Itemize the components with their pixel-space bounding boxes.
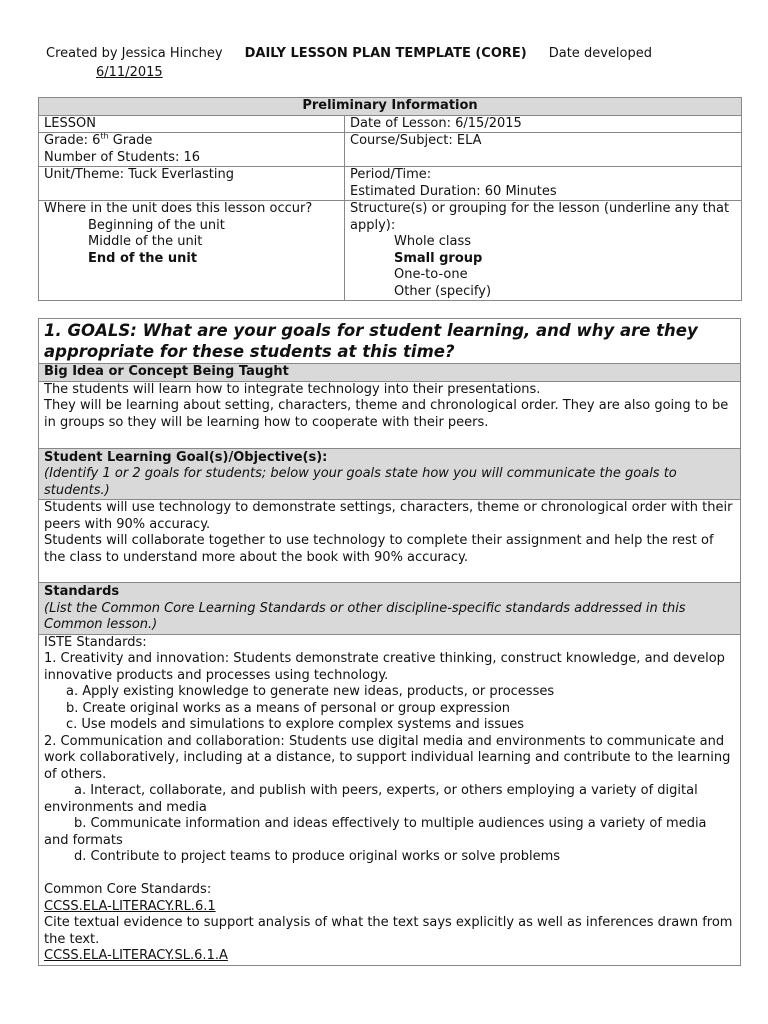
iste-2-item: a. Interact, collaborate, and publish with peers, experts, or others employing a variety of digital environments and media [44,783,698,815]
iste-2-item: d. Contribute to project teams to produce original works or solve problems [74,849,561,864]
course-subject: Course/Subject: ELA [345,133,742,167]
objectives-header [39,448,741,500]
standards-body [39,634,741,965]
iste-2-item: b. Communicate information and ideas effectively to multiple audiences using a variety of media and formats [44,816,707,848]
goals-title: 1. GOALS: What are your goals for student learning, and why are they appropriate for these students at this time? [39,319,741,364]
big-idea-line: They will be learning about setting, characters, theme and chronological order. They are also going to be in groups so they will be learning how to cooperate with their peers. [44,398,729,430]
where-question: Where in the unit does this lesson occur? [44,201,313,216]
document-title: DAILY LESSON PLAN TEMPLATE (CORE) [244,46,527,61]
big-idea-line: The students will learn how to integrate technology into their presentations. [44,381,541,397]
date-developed-value: 6/11/2015 [96,65,163,80]
structure-cell [345,201,742,301]
option-other: Other (specify) [394,283,492,299]
big-idea-body [39,381,741,448]
period-cell [345,167,742,201]
iste-1-item: b. Create original works as a means of personal or group expression [66,700,511,716]
standards-header [39,583,741,635]
iste-1-item: a. Apply existing knowledge to generate new ideas, products, or processes [66,684,555,699]
iste-standard-1: 1. Creativity and innovation: Students demonstrate creative thinking, construct knowledge, and develop innovative products and processes using technology. [44,651,725,683]
option-whole-class: Whole class [394,234,472,249]
created-by: Created by Jessica Hinchey [46,46,223,61]
objective-line: Students will use technology to demonstrate settings, characters, theme or chronological order with their peers with 90% accuracy. [44,500,733,532]
date-developed-label: Date developed [548,46,652,61]
unit-theme: Unit/Theme: Tuck Everlasting [39,167,345,201]
objectives-body [39,500,741,583]
iste-heading: ISTE Standards: [44,634,147,650]
period-time: Period/Time: [350,167,432,182]
standards-heading: Standards [44,584,120,599]
document-header [46,44,736,82]
ccss-link-sl-6-1-a[interactable]: CCSS.ELA-LITERACY.SL.6.1.A [44,948,228,963]
preliminary-information-table [38,97,742,301]
grade: Grade: 6th Grade [44,131,153,148]
lesson-label: LESSON [39,115,345,133]
option-one-to-one: One-to-one [394,267,468,282]
big-idea-heading: Big Idea or Concept Being Taught [39,364,741,382]
objective-line: Students will collaborate together to use technology to complete their assignment and help the rest of the class to understand more about the book with 90% accuracy. [44,533,714,565]
ccss-link-rl-6-1[interactable]: CCSS.ELA-LITERACY.RL.6.1 [44,898,216,914]
number-of-students: Number of Students: 16 [44,149,201,165]
ccss-rl-6-1-text: Cite textual evidence to support analysis of what the text says explicitly as well as inferences drawn from the text. [44,915,733,947]
prelim-heading: Preliminary Information [39,98,742,116]
unit-position-cell [39,201,345,301]
option-beginning: Beginning of the unit [88,217,225,233]
goals-table [38,318,741,966]
iste-1-item: c. Use models and simulations to explore complex systems and issues [66,717,525,732]
option-end: End of the unit [88,250,198,266]
structure-question: Structure(s) or grouping for the lesson (underline any that apply): [350,201,730,233]
objectives-note: (Identify 1 or 2 goals for students; below your goals state how you will communicate the goals to students.) [44,466,677,498]
option-small-group: Small group [394,250,483,266]
objectives-heading: Student Learning Goal(s)/Objective(s): [44,449,328,465]
iste-standard-2: 2. Communication and collaboration: Students use digital media and environments to communicate and work collaboratively, including at a distance, to support individual learning and contribute to the learning of others. [44,733,731,782]
estimated-duration: Estimated Duration: 60 Minutes [350,183,557,199]
date-of-lesson: Date of Lesson: 6/15/2015 [345,115,742,133]
grade-cell [39,133,345,167]
ccss-heading: Common Core Standards: [44,882,212,897]
standards-note: (List the Common Core Learning Standards or other discipline-specific standards addressed in this Common lesson.) [44,600,686,632]
option-middle: Middle of the unit [88,234,203,249]
